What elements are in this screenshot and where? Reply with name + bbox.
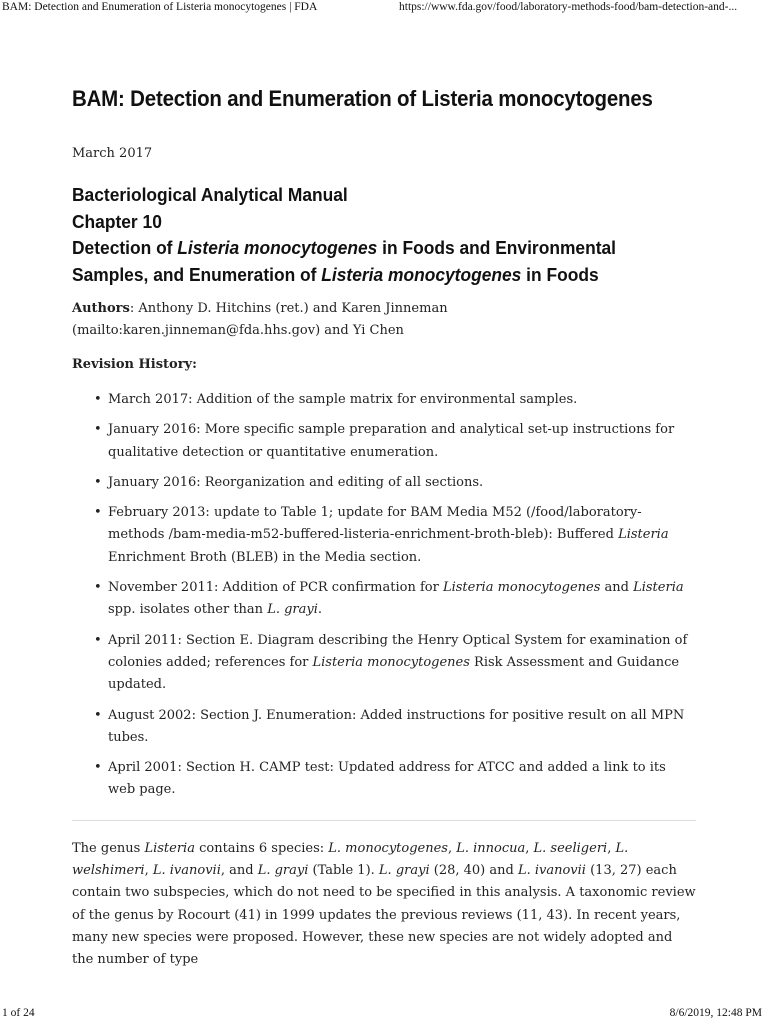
intro-text: , [144,863,153,879]
revision-italic: Listeria monocytogenes [442,580,601,596]
revision-history-heading: Revision History: [72,357,197,372]
revision-item: • January 2016: Reorganization and editing of all sections. [72,472,696,494]
revision-item [72,502,696,569]
intro-text: (13, 27) each contain two subspecies, which do not need to be specified in this analysis. A taxonomic review of the genus by Rocourt (41) in 1999 updates the previous reviews (11, 43). In recent years, many new species were proposed. However, these new species are not widely adopted and the number of type [72,863,696,968]
subtitle-italic: Listeria monocytogenes [321,263,522,285]
media-link[interactable]: February 2013: update to Table 1; update for BAM Media M52 (/food/laboratory-methods [108,505,642,543]
revision-item [72,577,696,622]
revision-italic: Listeria [633,580,684,596]
revision-list [72,389,696,802]
revision-item: • August 2002: Section J. Enumeration: Added instructions for positive result on all MPN tubes. [72,705,696,750]
print-footer [0,1006,768,1024]
intro-italic: L. grayi [378,863,430,879]
intro-text: (Table 1). [308,863,379,879]
intro-text: , and [220,863,258,879]
revision-text: and [600,580,634,596]
revision-text: Risk Assessment and Guidance updated. [108,654,680,693]
print-header-title: BAM: Detection and Enumeration of Listeria monocytogenes | FDA [2,1,318,13]
article [72,86,696,985]
intro-italic: L. grayi [257,863,309,879]
revision-italic: Listeria [618,527,669,543]
intro-text: (28, 40) and [429,863,518,879]
intro-italic: L. ivanovii [152,863,221,879]
revision-text: spp. isolates other than [108,602,268,618]
revision-text: April 2011: Section E. Diagram describing the Henry Optical System for examination of colonies added; references for [108,632,688,670]
revision-item: • April 2001: Section H. CAMP test: Updated address for ATCC and added a link to its web page. [72,757,696,802]
intro-italic: L. ivanovii [517,863,586,879]
subtitle-text: in Foods and Environmental [377,237,617,258]
print-header [0,0,768,18]
subtitle-text: Detection of [72,237,178,258]
revision-item [72,630,696,697]
section-divider [72,820,696,821]
intro-paragraph [72,838,696,972]
intro-italic: L. innocua [456,840,526,856]
subtitle-line-1: Bacteriological Analytical Manual [72,184,348,205]
revision-item: • March 2017: Addition of the sample matrix for environmental samples. [72,389,696,411]
page-title: BAM: Detection and Enumeration of Listeria monocytogenes [72,86,653,111]
revision-italic: Listeria monocytogenes [312,654,470,670]
intro-italic: L. seeligeri [533,840,608,856]
intro-text: , [607,840,616,856]
subtitle-line-3 [72,235,696,262]
print-datetime: 8/6/2019, 12:48 PM [669,1007,762,1019]
authors [72,298,696,342]
intro-italic: L. welshimeri [72,840,629,879]
subtitle-italic: Listeria monocytogenes [177,237,378,258]
revision-text: November 2011: Addition of PCR confirmation for [108,580,443,596]
subtitle-line-4 [72,262,696,289]
revision-text: . [317,602,323,618]
intro-italic: Listeria [144,840,195,856]
revision-text: Enrichment Broth (BLEB) in the Media section. [108,549,422,565]
intro-italic: L. monocytogenes [328,840,448,856]
revision-item: • January 2016: More specific sample preparation and analytical set-up instructions for qualitative detection or quantitative enumeration. [72,419,696,464]
intro-text: , [525,840,534,856]
intro-text: The genus [72,840,145,856]
revision-italic: L. grayi [267,602,318,618]
authors-text[interactable]: : Anthony D. Hitchins (ret.) and Karen Jinneman (mailto:karen.jinneman@fda.hhs.gov) and Yi Chen [72,301,448,338]
print-header-url: https://www.fda.gov/food/laboratory-methods-food/bam-detection-and-... [399,1,738,13]
page-number: 1 of 24 [2,1007,35,1019]
authors-label: Authors [72,301,130,316]
subtitle-line-2: Chapter 10 [72,210,162,232]
chapter-subtitle [72,182,696,288]
intro-text: , [447,840,457,856]
intro-text: contains 6 species: [194,840,329,856]
media-link[interactable]: /bam-media-m52-buffered-listeria-enrichment-broth-bleb): Buffered [168,527,619,543]
subtitle-text: in Foods [521,263,599,285]
subtitle-text: Samples, and Enumeration of [72,263,322,285]
publish-date: March 2017 [72,146,153,161]
